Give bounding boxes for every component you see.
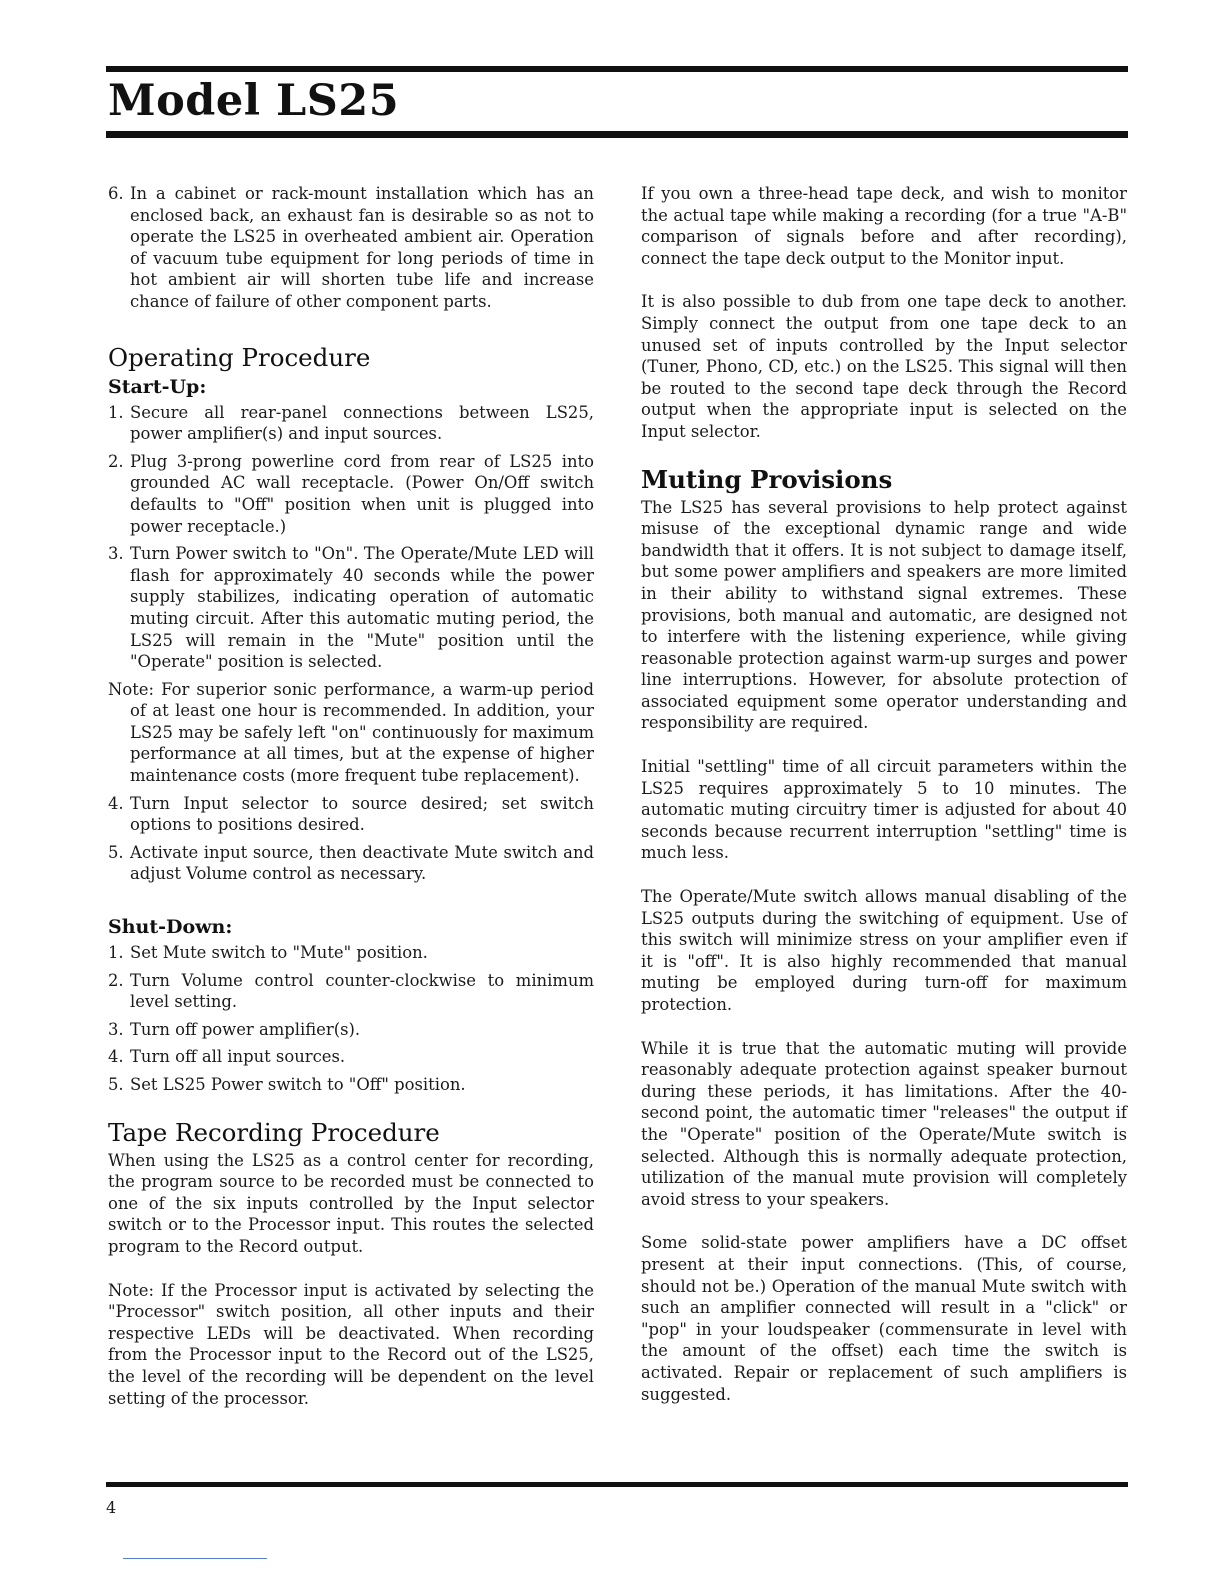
list-item xyxy=(108,793,594,836)
item-text: Activate input source, then deactivate Mute switch and adjust Volume control as necessary. xyxy=(130,842,594,884)
item-number: 2. xyxy=(108,970,124,990)
item-text: Secure all rear-panel connections between LS25, power amplifier(s) and input sources. xyxy=(130,402,594,444)
list-item xyxy=(108,183,594,313)
startup-note: Note: For superior sonic performance, a warm-up period of at least one hour is recommended. In addition, your LS25 may be safely left "on" continuously for maximum performance at all times, but at the expense of higher maintenance costs (more frequent tube replacement). xyxy=(108,679,594,786)
page-number: 4 xyxy=(106,1498,117,1517)
item-text: Set LS25 Power switch to "Off" position. xyxy=(130,1075,466,1094)
item-number: 3. xyxy=(108,1019,124,1039)
list-item xyxy=(108,970,594,1013)
left-column xyxy=(108,183,594,1431)
item-text: Set Mute switch to "Mute" position. xyxy=(130,943,428,963)
tape-paragraph-3: If you own a three-head tape deck, and wish to monitor the actual tape while making a recording (for a true "A-B" comparison of signals before and after recording), connect the tape deck output to the Monitor input. xyxy=(641,184,1127,268)
list-item xyxy=(108,543,594,673)
section-heading-tape-recording: Tape Recording Procedure xyxy=(108,1117,440,1147)
footer-link-underline xyxy=(123,1558,267,1559)
section-heading-operating-procedure: Operating Procedure xyxy=(108,342,371,372)
subheading-shut-down: Shut-Down: xyxy=(108,916,233,939)
page-title: Model LS25 xyxy=(108,76,400,126)
muting-paragraph-5: Some solid-state power amplifiers have a DC offset present at their input connections. (This, of course, should not be.) Operation of the manual Mute switch with such an amplifier connected will result in a "click" or "pop" in your loudspeaker (commensurate in level with the amount of the offset) each time the switch is activated. Repair or replacement of such amplifiers is suggested. xyxy=(641,1233,1127,1404)
footer-rule xyxy=(106,1482,1128,1487)
list-item xyxy=(108,942,594,964)
item-text: Turn Power switch to "On". The Operate/Mute LED will flash for approximately 40 seconds while the power supply stabilizes, indicating operation of automatic muting circuit. After this automatic muting period, the LS25 will remain in the "Mute" position until the "Operate" position is selected. xyxy=(130,544,594,672)
item-number: 4. xyxy=(108,793,124,813)
item-number: 3. xyxy=(108,544,124,564)
item-text: Turn Volume control counter-clockwise to minimum level setting. xyxy=(130,970,594,1012)
item-number: 1. xyxy=(108,402,124,422)
item-text: Plug 3-prong powerline cord from rear of LS25 into grounded AC wall receptacle. (Power On/Off switch defaults to "Off" position when unit is plugged into power receptacle.) xyxy=(130,451,594,536)
subheading-start-up: Start-Up: xyxy=(108,375,207,398)
item-number: 6. xyxy=(108,184,124,203)
item-number: 2. xyxy=(108,451,124,471)
item-text: Turn off power amplifier(s). xyxy=(130,1019,361,1039)
tape-paragraph-1: When using the LS25 as a control center for recording, the program source to be recorded must be connected to one of the six inputs controlled by the Input selector switch or to the Processor input. This routes the selected program to the Record output. xyxy=(108,1150,594,1256)
item-number: 5. xyxy=(108,842,124,862)
item-text: In a cabinet or rack-mount installation which has an enclosed back, an exhaust fan is desirable so as not to operate the LS25 in overheated ambient air. Operation of vacuum tube equipment for long periods of time in hot ambient air will shorten tube life and increase chance of failure of other component parts. xyxy=(130,184,594,311)
section-heading-muting-provisions: Muting Provisions xyxy=(641,464,893,494)
list-item xyxy=(108,1046,594,1068)
item-number: 1. xyxy=(108,943,124,963)
tape-paragraph-2: Note: If the Processor input is activated by selecting the "Processor" switch position, all other inputs and their respective LEDs will be deactivated. When recording from the Processor input to the Record out of the LS25, the level of the recording will be dependent on the level setting of the processor. xyxy=(108,1280,594,1408)
list-item xyxy=(108,402,594,445)
muting-paragraph-1: The LS25 has several provisions to help protect against misuse of the exceptional dynamic range and wide bandwidth that it offers. It is not subject to damage itself, but some power amplifiers and speakers are more limited in their ability to withstand signal extremes. These provisions, both manual and automatic, are designed not to interfere with the listening experience, while giving reasonable protection against warm-up surges and power line interruptions. However, for absolute protection of associated equipment some operator understanding and responsibility are required. xyxy=(641,497,1127,733)
list-item xyxy=(108,451,594,537)
tape-paragraph-4: It is also possible to dub from one tape deck to another. Simply connect the output from one tape deck to an unused set of inputs controlled by the Input selector (Tuner, Phono, CD, etc.) on the LS25. This signal will then be routed to the second tape deck through the Record output when the appropriate input is selected on the Input selector. xyxy=(641,292,1127,441)
list-item xyxy=(108,1074,594,1096)
list-item xyxy=(108,1019,594,1041)
list-item xyxy=(108,842,594,885)
right-column xyxy=(641,183,1127,1427)
muting-paragraph-3: The Operate/Mute switch allows manual disabling of the LS25 outputs during the switching of equipment. Use of this switch will minimize stress on your amplifier even if it is "off". It is also highly recommended that manual muting be employed during turn-off for maximum protection. xyxy=(641,887,1127,1014)
item-text: Turn off all input sources. xyxy=(130,1047,346,1067)
header-bottom-rule xyxy=(106,131,1128,138)
item-number: 4. xyxy=(108,1047,124,1067)
item-number: 5. xyxy=(108,1075,124,1094)
muting-paragraph-2: Initial "settling" time of all circuit parameters within the LS25 requires approximately 5 to 10 minutes. The automatic muting circuitry timer is adjusted for about 40 seconds because recurrent interruption "settling" time is much less. xyxy=(641,757,1127,863)
item-text: Turn Input selector to source desired; set switch options to positions desired. xyxy=(130,793,594,835)
muting-paragraph-4: While it is true that the automatic muting will provide reasonably adequate protection against speaker burnout during these periods, it has limitations. After the 40-second point, the automatic timer "releases" the output if the "Operate" position of the Operate/Mute switch is selected. Although this is normally adequate protection, utilization of the manual mute provision will completely avoid stress to your speakers. xyxy=(641,1038,1127,1209)
